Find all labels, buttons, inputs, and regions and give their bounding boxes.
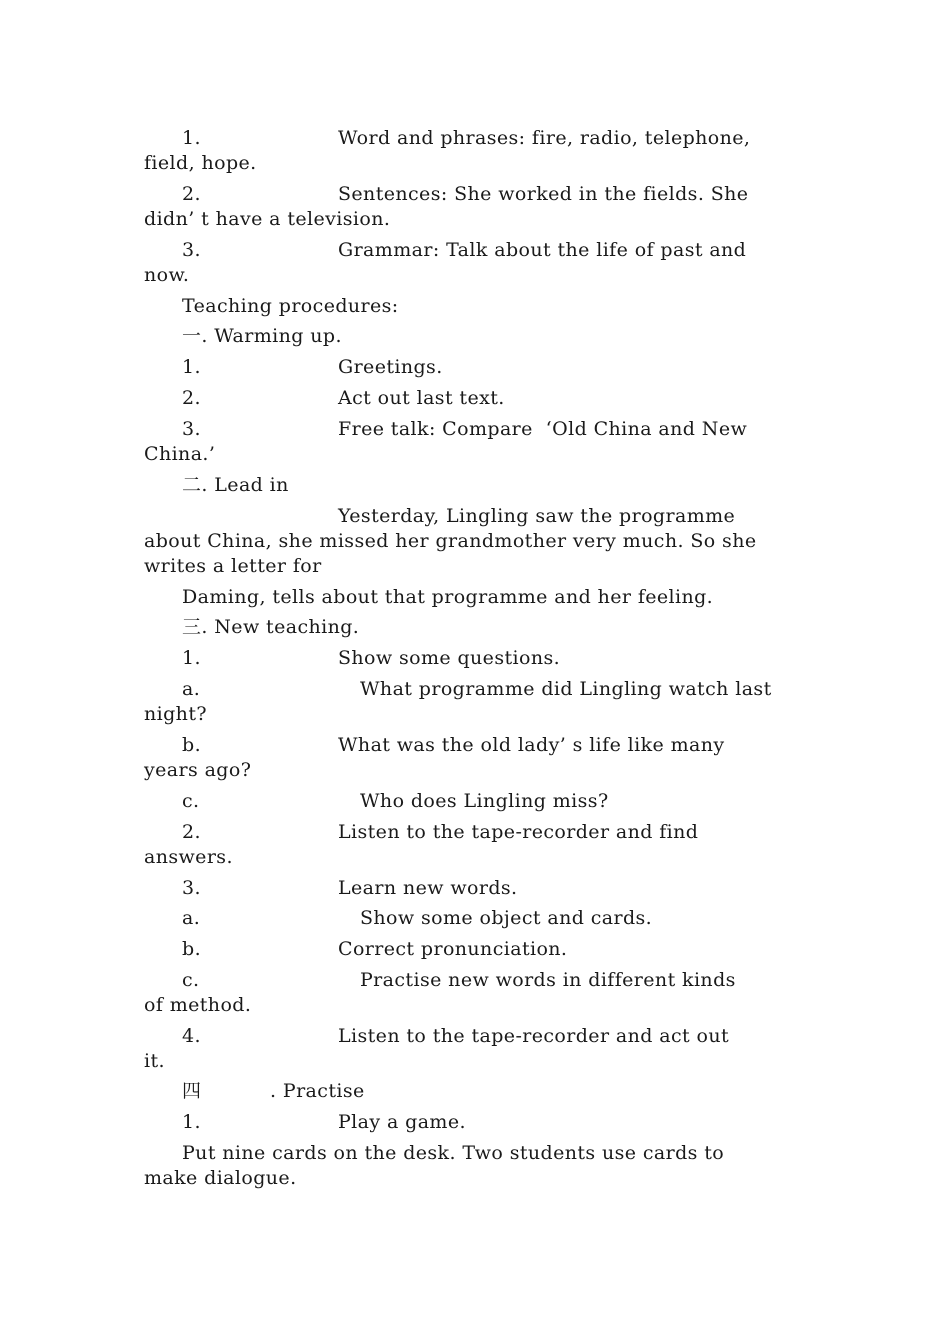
objective-3-text: Grammar: Talk about the life of past and (338, 239, 747, 261)
question-a-continuation: night? (144, 703, 207, 725)
section-3-heading: 三. New teaching. (182, 616, 360, 638)
new-teaching-item-3-number: 3. (182, 877, 201, 899)
section-2-heading: 二. Lead in (182, 474, 289, 496)
objective-3-number: 3. (182, 239, 201, 261)
question-a-letter: a. (182, 678, 201, 700)
words-c-letter: c. (182, 969, 200, 991)
lead-in-line-3: writes a letter for (144, 555, 322, 577)
practise-paragraph-line-1: Put nine cards on the desk. Two students use cards to (182, 1142, 725, 1164)
practise-item-1-number: 1. (182, 1111, 201, 1133)
question-a-text: What programme did Lingling watch last (360, 678, 772, 700)
objective-1-continuation: field, hope. (144, 152, 257, 174)
objective-2-continuation: didn’ t have a television. (144, 208, 391, 230)
new-teaching-item-3-text: Learn new words. (338, 877, 518, 899)
words-c-continuation: of method. (144, 994, 252, 1016)
new-teaching-item-2-text: Listen to the tape-recorder and find (338, 821, 699, 843)
procedures-heading: Teaching procedures: (182, 295, 399, 317)
practise-paragraph-line-2: make dialogue. (144, 1167, 297, 1189)
new-teaching-item-1-text: Show some questions. (338, 647, 561, 669)
question-b-continuation: years ago? (144, 759, 252, 781)
objective-1-text: Word and phrases: fire, radio, telephone, (338, 127, 751, 149)
section-4-heading-number: 四 (182, 1080, 202, 1102)
practise-item-1-text: Play a game. (338, 1111, 466, 1133)
warmup-item-1-number: 1. (182, 356, 201, 378)
lead-in-line-4: Daming, tells about that programme and her feeling. (182, 586, 714, 608)
question-b-text: What was the old lady’ s life like many (338, 734, 725, 756)
lead-in-line-1: Yesterday, Lingling saw the programme (338, 505, 736, 527)
words-c-text: Practise new words in different kinds (360, 969, 736, 991)
question-b-letter: b. (182, 734, 202, 756)
objective-2-number: 2. (182, 183, 201, 205)
new-teaching-item-4-number: 4. (182, 1025, 201, 1047)
warmup-item-3-number: 3. (182, 418, 201, 440)
objective-1-number: 1. (182, 127, 201, 149)
lead-in-line-2: about China, she missed her grandmother very much. So she (144, 530, 757, 552)
section-4-heading-text: . Practise (270, 1080, 365, 1102)
new-teaching-item-4-text: Listen to the tape-recorder and act out (338, 1025, 729, 1047)
words-a-letter: a. (182, 907, 201, 929)
section-1-heading: 一. Warming up. (182, 325, 342, 347)
warmup-item-3-text: Free talk: Compare ‘Old China and New (338, 418, 748, 440)
words-a-text: Show some object and cards. (360, 907, 653, 929)
words-b-text: Correct pronunciation. (338, 938, 568, 960)
new-teaching-item-4-continuation: it. (144, 1050, 165, 1072)
words-b-letter: b. (182, 938, 202, 960)
objective-3-continuation: now. (144, 264, 190, 286)
question-c-text: Who does Lingling miss? (360, 790, 609, 812)
question-c-letter: c. (182, 790, 200, 812)
new-teaching-item-1-number: 1. (182, 647, 201, 669)
warmup-item-2-text: Act out last text. (338, 387, 505, 409)
warmup-item-3-continuation: China.’ (144, 443, 216, 465)
warmup-item-1-text: Greetings. (338, 356, 443, 378)
new-teaching-item-2-continuation: answers. (144, 846, 233, 868)
new-teaching-item-2-number: 2. (182, 821, 201, 843)
objective-2-text: Sentences: She worked in the fields. She (338, 183, 749, 205)
warmup-item-2-number: 2. (182, 387, 201, 409)
